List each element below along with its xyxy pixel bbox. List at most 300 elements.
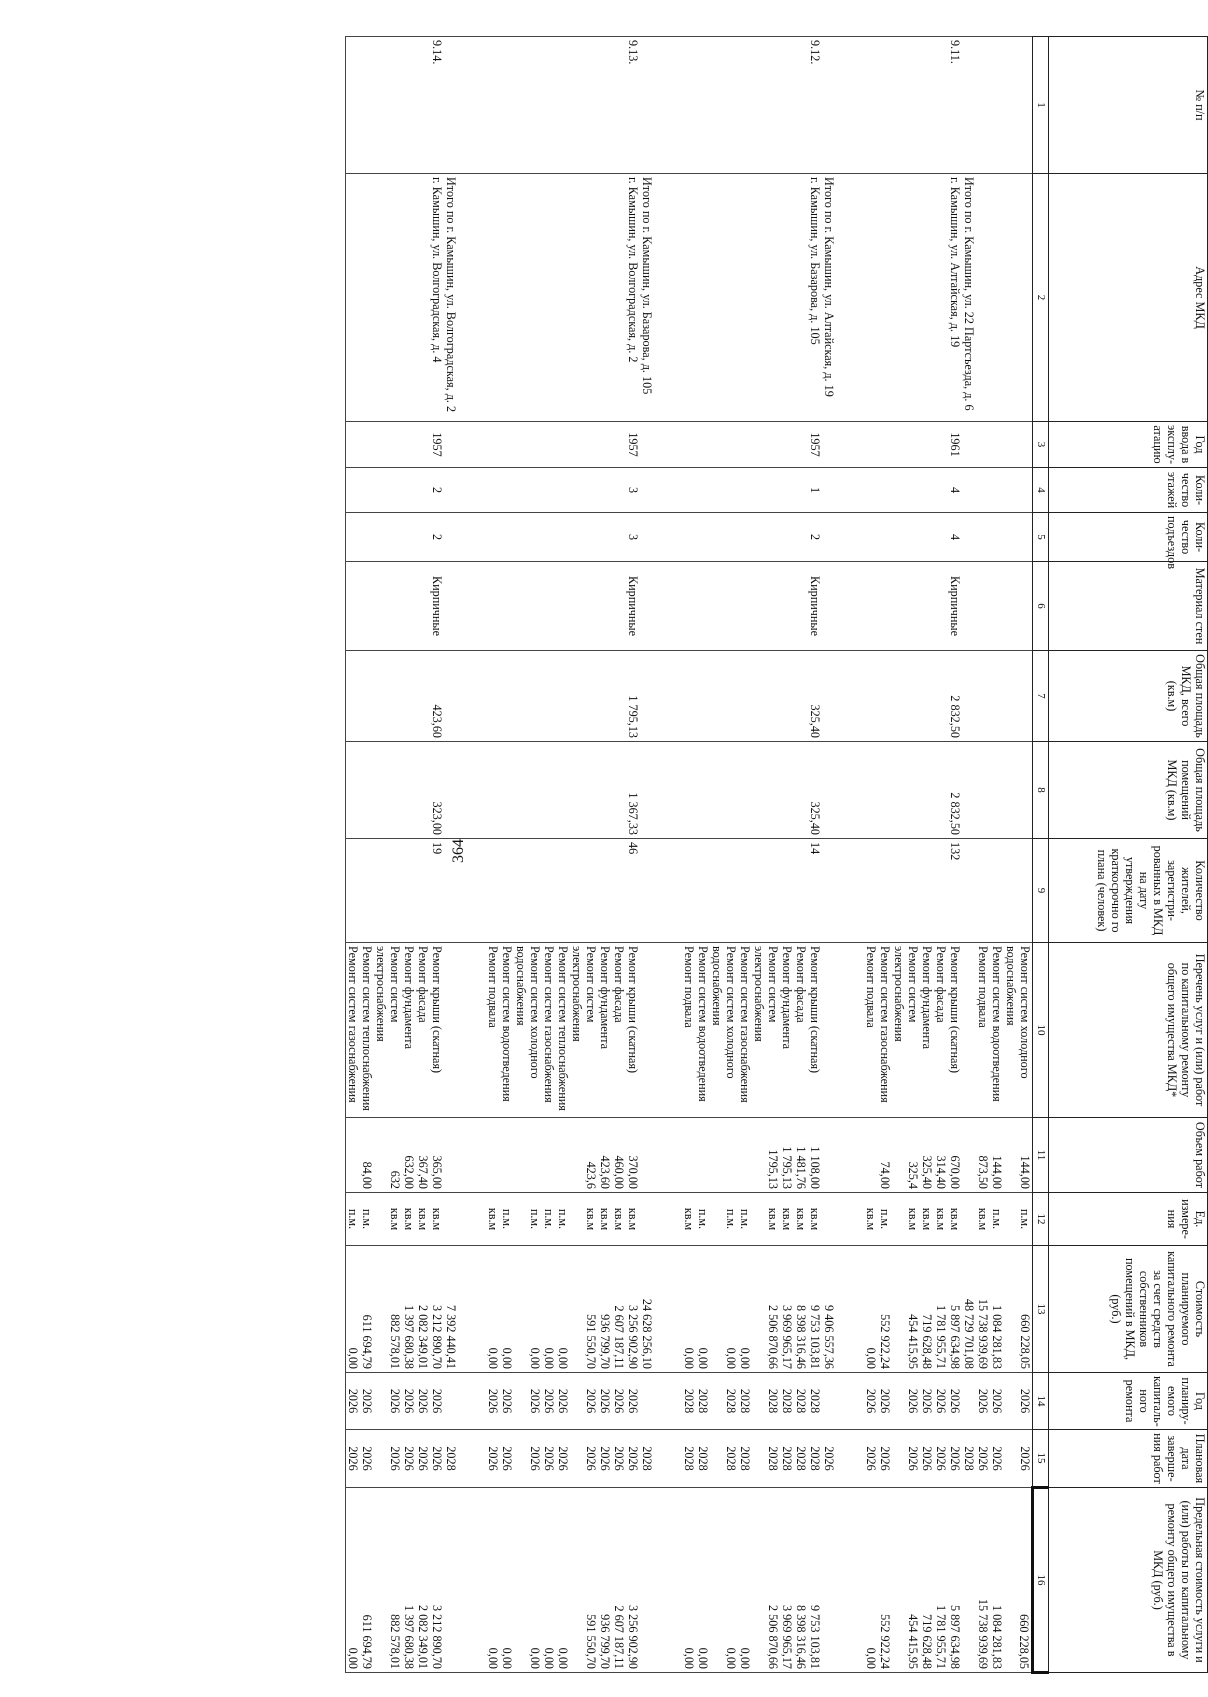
column-number-8: 8 [1033, 742, 1049, 839]
col-12-cell: п.м. [346, 1193, 361, 1246]
col-6-cell [654, 562, 682, 651]
col-8-cell [682, 742, 696, 839]
col-13-cell: 15 738 939,69 [976, 1246, 990, 1373]
col-5-cell [934, 513, 948, 562]
work-row [878, 37, 892, 1673]
col-11-cell: 74,00 [878, 1118, 892, 1193]
col-12-cell: кв.м [402, 1193, 416, 1246]
col-16-cell: 3 969 965,17 [780, 1488, 794, 1673]
col-1-cell [542, 37, 556, 174]
col-3-cell [710, 422, 738, 468]
col-7-cell [640, 651, 654, 742]
col-1-cell: 9.14. [430, 37, 444, 174]
col-8-cell [920, 742, 934, 839]
col-13-cell: 1 781 955,71 [934, 1246, 948, 1373]
column-number-13: 13 [1033, 1246, 1049, 1373]
col-10-cell: Ремонт фасада [794, 943, 808, 1118]
col-2-cell [864, 174, 878, 422]
col-9-cell [738, 839, 752, 943]
col-15-cell: 2026 [892, 1430, 920, 1488]
col-1-cell [458, 37, 486, 174]
col-10-cell: Ремонт крыши (скатная) [808, 943, 822, 1118]
col-7-cell [794, 651, 808, 742]
col-7-cell [1004, 651, 1033, 742]
col-16-cell: 591 550,70 [570, 1488, 598, 1673]
column-header-9: Количество жителей, зарегистри-рованных в МКД на дату утверждения краткосрочно го плана (человек) [1049, 839, 1208, 943]
col-6-cell [458, 562, 486, 651]
col-16-cell: 1 397 680,38 [402, 1488, 416, 1673]
column-header-12: Ед. измере-ния [1049, 1193, 1208, 1246]
col-2-cell [696, 174, 710, 422]
col-7-cell [514, 651, 542, 742]
col-10-cell: Ремонт подвала [682, 943, 696, 1118]
col-9-cell [696, 839, 710, 943]
col-2-cell [738, 174, 752, 422]
col-14-cell: 2026 [892, 1373, 920, 1430]
col-15-cell: 2028 [444, 1430, 458, 1488]
col-7-cell: 423,60 [430, 651, 444, 742]
col-1-cell [920, 37, 934, 174]
column-number-14: 14 [1033, 1373, 1049, 1430]
col-15-cell: 2026 [948, 1430, 962, 1488]
col-8-cell [500, 742, 514, 839]
col-5-cell [346, 513, 361, 562]
col-11-cell: 670,00 [948, 1118, 962, 1193]
col-4-cell [598, 468, 612, 513]
col-3-cell [878, 422, 892, 468]
col-1-cell [556, 37, 570, 174]
col-16-cell: 2 082 349,01 [416, 1488, 430, 1673]
total-row [444, 37, 458, 1673]
col-2-cell [710, 174, 738, 422]
col-11-cell: 365,00 [430, 1118, 444, 1193]
col-13-cell: 611 694,79 [360, 1246, 374, 1373]
col-11-cell [500, 1118, 514, 1193]
col-7-cell [654, 651, 682, 742]
col-3-cell [514, 422, 542, 468]
col-14-cell: 2026 [402, 1373, 416, 1430]
col-7-cell [570, 651, 598, 742]
rotated-table-sheet [198, 36, 1208, 1672]
col-9-cell [570, 839, 598, 943]
col-14-cell [444, 1373, 458, 1430]
col-13-cell: 3 256 902,90 [626, 1246, 640, 1373]
col-5-cell [710, 513, 738, 562]
col-6-cell [500, 562, 514, 651]
col-2-cell: г. Камышин, ул. Волгоградская, д. 2 [626, 174, 640, 422]
col-8-cell [542, 742, 556, 839]
col-15-cell: 2026 [416, 1430, 430, 1488]
spacer-row [836, 37, 864, 1673]
col-6-cell [374, 562, 402, 651]
col-14-cell: 2026 [864, 1373, 878, 1430]
col-5-cell [976, 513, 990, 562]
col-8-cell [556, 742, 570, 839]
col-13-cell: 660 228,05 [1004, 1246, 1033, 1373]
col-14-cell: 2026 [934, 1373, 948, 1430]
col-1-cell [752, 37, 780, 174]
column-header-2: Адрес МКД [1049, 174, 1208, 422]
column-number-row [1033, 37, 1049, 1673]
col-12-cell: кв.м [892, 1193, 920, 1246]
work-row [416, 37, 430, 1673]
work-row [920, 37, 934, 1673]
col-12-cell: п.м. [360, 1193, 374, 1246]
col-11-cell: 460,00 [612, 1118, 626, 1193]
column-header-8: Общая площадь помещений МКД (кв.м) [1049, 742, 1208, 839]
col-9-cell [500, 839, 514, 943]
col-13-cell: 936 799,70 [598, 1246, 612, 1373]
col-3-cell [500, 422, 514, 468]
col-3-cell [934, 422, 948, 468]
col-13-cell: 454 415,95 [892, 1246, 920, 1373]
col-6-cell [486, 562, 500, 651]
col-14-cell: 2026 [514, 1373, 542, 1430]
col-6-cell [360, 562, 374, 651]
column-header-1: № п/п [1049, 37, 1208, 174]
work-row [990, 37, 1004, 1673]
col-6-cell [556, 562, 570, 651]
col-6-cell [346, 562, 361, 651]
col-7-cell [598, 651, 612, 742]
column-header-14: Год планиру-емого капиталь-ного ремонта [1049, 1373, 1208, 1430]
col-1-cell [444, 37, 458, 174]
col-2-cell [752, 174, 780, 422]
col-2-cell [780, 174, 794, 422]
col-4-cell [682, 468, 696, 513]
col-11-cell [962, 1118, 976, 1193]
col-10-cell [458, 943, 486, 1118]
col-7-cell [500, 651, 514, 742]
col-4-cell [556, 468, 570, 513]
col-5-cell [780, 513, 794, 562]
col-14-cell: 2026 [612, 1373, 626, 1430]
col-15-cell: 2026 [934, 1430, 948, 1488]
col-6-cell [416, 562, 430, 651]
col-8-cell [640, 742, 654, 839]
col-15-cell: 2026 [346, 1430, 361, 1488]
col-16-cell [962, 1488, 976, 1673]
col-4-cell: 2 [430, 468, 444, 513]
col-4-cell [794, 468, 808, 513]
col-2-cell [486, 174, 500, 422]
col-14-cell [640, 1373, 654, 1430]
col-2-cell [654, 174, 682, 422]
col-1-cell [654, 37, 682, 174]
col-1-cell [738, 37, 752, 174]
work-row [556, 37, 570, 1673]
col-3-cell: 1957 [626, 422, 640, 468]
col-13-cell: 719 628,48 [920, 1246, 934, 1373]
col-5-cell [416, 513, 430, 562]
col-9-cell [486, 839, 500, 943]
col-14-cell: 2026 [374, 1373, 402, 1430]
col-6-cell [1004, 562, 1033, 651]
col-9-cell [402, 839, 416, 943]
col-10-cell: Ремонт крыши (скатная) [948, 943, 962, 1118]
col-14-cell: 2026 [556, 1373, 570, 1430]
work-row [738, 37, 752, 1673]
col-1-cell [514, 37, 542, 174]
col-9-cell [444, 839, 458, 943]
col-7-cell [934, 651, 948, 742]
col-10-cell: Ремонт систем теплоснабжения [360, 943, 374, 1118]
col-10-cell: Ремонт систем электроснабжения [752, 943, 780, 1118]
col-10-cell: Ремонт систем теплоснабжения [556, 943, 570, 1118]
col-7-cell [976, 651, 990, 742]
col-2-cell [360, 174, 374, 422]
spacer-row [458, 37, 486, 1673]
col-12-cell: п.м. [710, 1193, 738, 1246]
col-6-cell: Кирпичные [948, 562, 962, 651]
col-11-cell [696, 1118, 710, 1193]
col-1-cell [990, 37, 1004, 174]
table-body [346, 37, 1033, 1673]
col-3-cell [444, 422, 458, 468]
col-4-cell [990, 468, 1004, 513]
col-11-cell [514, 1118, 542, 1193]
col-16-cell [458, 1488, 486, 1673]
col-6-cell [794, 562, 808, 651]
col-9-cell [962, 839, 976, 943]
col-4-cell [752, 468, 780, 513]
col-5-cell [738, 513, 752, 562]
col-14-cell: 2026 [430, 1373, 444, 1430]
col-8-cell: 325,40 [808, 742, 822, 839]
work-row [794, 37, 808, 1673]
col-9-cell [598, 839, 612, 943]
col-6-cell [402, 562, 416, 651]
col-10-cell: Ремонт систем газоснабжения [542, 943, 556, 1118]
column-number-11: 11 [1033, 1118, 1049, 1193]
col-15-cell: 2028 [682, 1430, 696, 1488]
col-9-cell [990, 839, 1004, 943]
col-5-cell [794, 513, 808, 562]
col-5-cell [570, 513, 598, 562]
col-6-cell [612, 562, 626, 651]
col-16-cell: 3 256 902,90 [626, 1488, 640, 1673]
object-row [430, 37, 444, 1673]
work-row [976, 37, 990, 1673]
col-11-cell [346, 1118, 361, 1193]
col-7-cell [360, 651, 374, 742]
col-8-cell [360, 742, 374, 839]
col-11-cell: 423,60 [598, 1118, 612, 1193]
col-4-cell [654, 468, 682, 513]
col-3-cell [640, 422, 654, 468]
col-8-cell [444, 742, 458, 839]
col-3-cell [822, 422, 836, 468]
col-15-cell: 2026 [598, 1430, 612, 1488]
col-2-cell: г. Камышин, ул. Алтайская, д. 19 [948, 174, 962, 422]
col-9-cell [920, 839, 934, 943]
header-row [1049, 37, 1208, 1673]
col-10-cell: Ремонт систем электроснабжения [570, 943, 598, 1118]
col-13-cell: 7 392 440,41 [444, 1246, 458, 1373]
col-15-cell: 2026 [864, 1430, 878, 1488]
col-14-cell: 2026 [360, 1373, 374, 1430]
col-3-cell [556, 422, 570, 468]
col-15-cell: 2026 [976, 1430, 990, 1488]
col-14-cell: 2028 [696, 1373, 710, 1430]
work-row [696, 37, 710, 1673]
col-15-cell: 2028 [962, 1430, 976, 1488]
col-9-cell: 19 [430, 839, 444, 943]
col-8-cell [612, 742, 626, 839]
col-7-cell [402, 651, 416, 742]
col-12-cell [458, 1193, 486, 1246]
col-3-cell [920, 422, 934, 468]
col-1-cell: 9.13. [626, 37, 640, 174]
col-11-cell: 325,40 [920, 1118, 934, 1193]
col-3-cell [892, 422, 920, 468]
col-10-cell: Ремонт подвала [486, 943, 500, 1118]
col-5-cell: 4 [948, 513, 962, 562]
col-2-cell [612, 174, 626, 422]
col-5-cell [486, 513, 500, 562]
col-11-cell [710, 1118, 738, 1193]
col-8-cell [976, 742, 990, 839]
col-8-cell [864, 742, 878, 839]
col-3-cell [1004, 422, 1033, 468]
col-7-cell [612, 651, 626, 742]
col-7-cell [486, 651, 500, 742]
col-13-cell [836, 1246, 864, 1373]
col-15-cell: 2026 [486, 1430, 500, 1488]
col-16-cell: 5 897 634,98 [948, 1488, 962, 1673]
col-6-cell [878, 562, 892, 651]
col-7-cell [892, 651, 920, 742]
col-14-cell: 2028 [682, 1373, 696, 1430]
col-12-cell [654, 1193, 682, 1246]
col-10-cell: Ремонт систем холодного водоснабжения [710, 943, 738, 1118]
col-10-cell [822, 943, 836, 1118]
work-row [500, 37, 514, 1673]
col-12-cell [640, 1193, 654, 1246]
col-5-cell [836, 513, 864, 562]
col-13-cell: 3 212 890,70 [430, 1246, 444, 1373]
col-13-cell: 591 550,70 [570, 1246, 598, 1373]
col-3-cell [374, 422, 402, 468]
column-header-4: Коли-чество этажей [1049, 468, 1208, 513]
col-4-cell [486, 468, 500, 513]
col-4-cell [976, 468, 990, 513]
col-8-cell [374, 742, 402, 839]
col-16-cell: 660 228,05 [1004, 1488, 1033, 1673]
work-row [612, 37, 626, 1673]
col-15-cell: 2026 [374, 1430, 402, 1488]
col-6-cell [738, 562, 752, 651]
column-header-11: Объем работ [1049, 1118, 1208, 1193]
col-16-cell: 0,00 [710, 1488, 738, 1673]
col-8-cell [654, 742, 682, 839]
col-3-cell [696, 422, 710, 468]
col-9-cell [710, 839, 738, 943]
col-14-cell: 2026 [500, 1373, 514, 1430]
col-16-cell [444, 1488, 458, 1673]
col-7-cell: 2 832,50 [948, 651, 962, 742]
col-7-cell [878, 651, 892, 742]
col-3-cell [836, 422, 864, 468]
col-1-cell [836, 37, 864, 174]
col-14-cell: 2026 [626, 1373, 640, 1430]
col-8-cell [570, 742, 598, 839]
col-7-cell [458, 651, 486, 742]
col-2-cell: г. Камышин, ул. Волгоградская, д. 4 [430, 174, 444, 422]
col-2-cell [346, 174, 361, 422]
col-2-cell [570, 174, 598, 422]
col-6-cell [710, 562, 738, 651]
col-2-cell [878, 174, 892, 422]
col-5-cell [696, 513, 710, 562]
col-2-cell [976, 174, 990, 422]
col-1-cell [794, 37, 808, 174]
work-row [346, 37, 361, 1673]
column-number-16: 16 [1033, 1488, 1049, 1673]
col-6-cell [864, 562, 878, 651]
page-number: 364 [450, 839, 467, 863]
column-number-12: 12 [1033, 1193, 1049, 1246]
col-8-cell [752, 742, 780, 839]
col-9-cell [822, 839, 836, 943]
column-number-9: 9 [1033, 839, 1049, 943]
col-7-cell [836, 651, 864, 742]
col-11-cell [486, 1118, 500, 1193]
col-9-cell [836, 839, 864, 943]
col-14-cell [458, 1373, 486, 1430]
col-12-cell: п.м. [1004, 1193, 1033, 1246]
col-1-cell [864, 37, 878, 174]
col-16-cell: 611 694,79 [360, 1488, 374, 1673]
col-13-cell: 0,00 [346, 1246, 361, 1373]
col-3-cell [752, 422, 780, 468]
col-8-cell [1004, 742, 1033, 839]
col-6-cell [682, 562, 696, 651]
col-2-cell [990, 174, 1004, 422]
col-14-cell: 2028 [794, 1373, 808, 1430]
col-11-cell [654, 1118, 682, 1193]
col-12-cell: кв.м [794, 1193, 808, 1246]
col-10-cell: Ремонт подвала [976, 943, 990, 1118]
col-12-cell: п.м. [738, 1193, 752, 1246]
col-13-cell: 9 406 557,36 [822, 1246, 836, 1373]
col-1-cell [934, 37, 948, 174]
column-number-6: 6 [1033, 562, 1049, 651]
col-11-cell [864, 1118, 878, 1193]
col-5-cell [1004, 513, 1033, 562]
col-10-cell: Ремонт систем водоотведения [696, 943, 710, 1118]
work-row [934, 37, 948, 1673]
col-12-cell: кв.м [374, 1193, 402, 1246]
col-10-cell: Ремонт систем водоотведения [500, 943, 514, 1118]
column-number-3: 3 [1033, 422, 1049, 468]
col-4-cell [878, 468, 892, 513]
col-10-cell: Ремонт фасада [416, 943, 430, 1118]
col-16-cell: 2 607 187,11 [612, 1488, 626, 1673]
col-3-cell [402, 422, 416, 468]
col-12-cell: кв.м [780, 1193, 794, 1246]
col-9-cell: 132 [948, 839, 962, 943]
col-10-cell: Ремонт систем водоотведения [990, 943, 1004, 1118]
col-16-cell: 454 415,95 [892, 1488, 920, 1673]
col-16-cell: 3 212 890,70 [430, 1488, 444, 1673]
col-7-cell [864, 651, 878, 742]
col-14-cell: 2026 [976, 1373, 990, 1430]
col-4-cell [360, 468, 374, 513]
col-11-cell [444, 1118, 458, 1193]
col-1-cell: 9.11. [948, 37, 962, 174]
column-header-6: Материал стен [1049, 562, 1208, 651]
